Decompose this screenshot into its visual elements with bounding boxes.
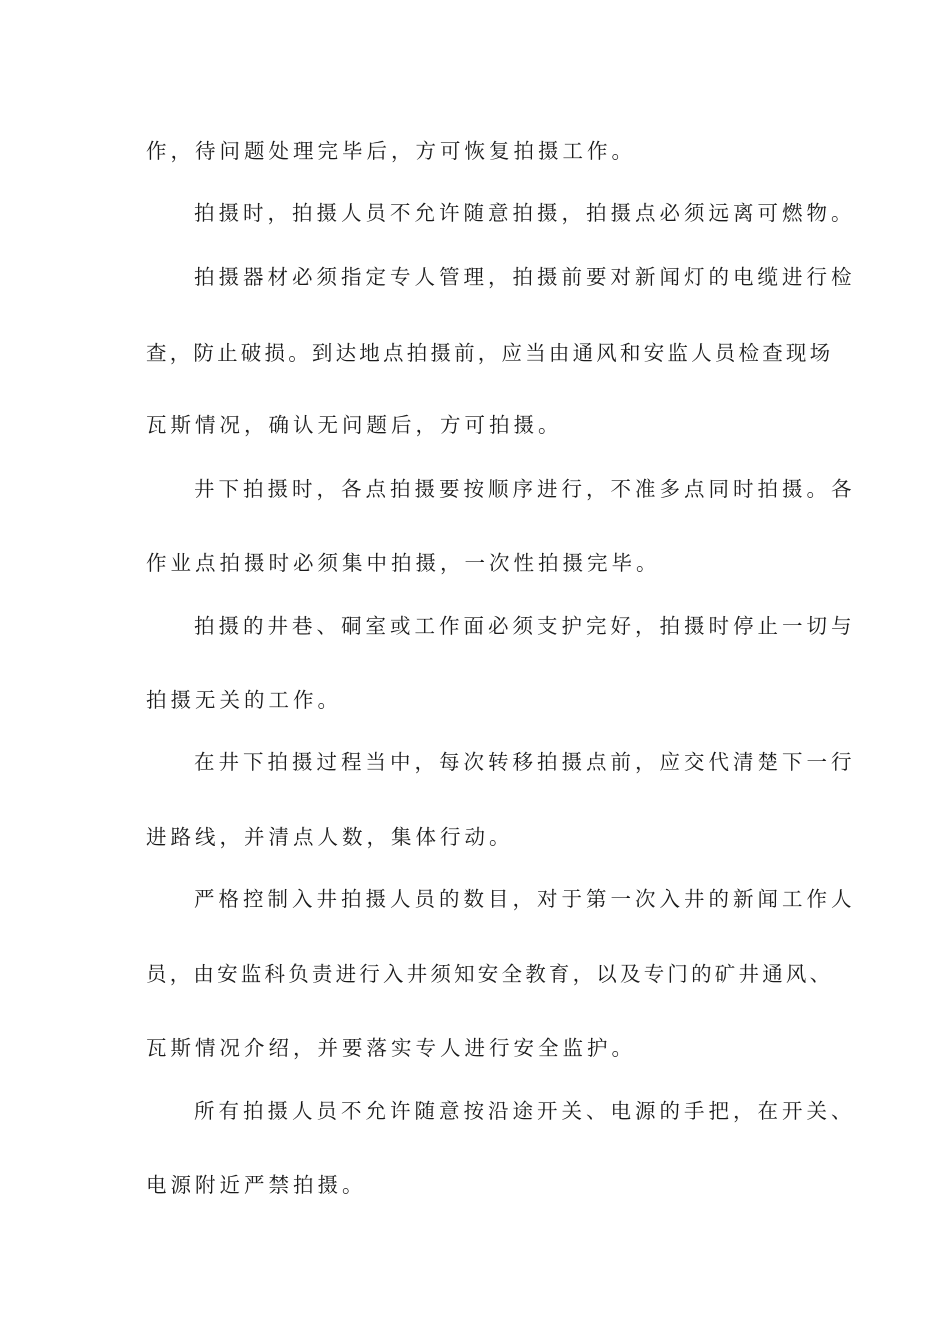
text-line-6: 井下拍摄时，各点拍摄要按顺序进行，不准多点同时拍摄。各	[194, 477, 856, 501]
text-line-16: 电源附近严禁拍摄。	[146, 1173, 367, 1197]
text-line-5: 瓦斯情况，确认无问题后，方可拍摄。	[146, 413, 563, 437]
text-line-12: 严格控制入井拍摄人员的数目，对于第一次入井的新闻工作人	[194, 887, 856, 911]
text-line-8: 拍摄的井巷、硐室或工作面必须支护完好，拍摄时停止一切与	[194, 614, 856, 638]
text-line-14: 瓦斯情况介绍，并要落实专人进行安全监护。	[146, 1036, 636, 1060]
text-line-7: 作业点拍摄时必须集中拍摄，一次性拍摄完毕。	[146, 551, 661, 575]
text-line-13: 员，由安监科负责进行入井须知安全教育，以及专门的矿井通风、	[146, 962, 834, 986]
text-line-1: 作，待问题处理完毕后，方可恢复拍摄工作。	[146, 139, 636, 163]
text-line-4: 查，防止破损。到达地点拍摄前，应当由通风和安监人员检查现场	[146, 341, 834, 365]
text-line-11: 进路线，并清点人数，集体行动。	[146, 825, 514, 849]
text-line-9: 拍摄无关的工作。	[146, 688, 342, 712]
text-line-3: 拍摄器材必须指定专人管理，拍摄前要对新闻灯的电缆进行检	[194, 265, 856, 289]
text-line-2: 拍摄时，拍摄人员不允许随意拍摄，拍摄点必须远离可燃物。	[194, 201, 856, 225]
text-line-10: 在井下拍摄过程当中，每次转移拍摄点前，应交代清楚下一行	[194, 750, 856, 774]
text-line-15: 所有拍摄人员不允许随意按沿途开关、电源的手把，在开关、	[194, 1099, 856, 1123]
